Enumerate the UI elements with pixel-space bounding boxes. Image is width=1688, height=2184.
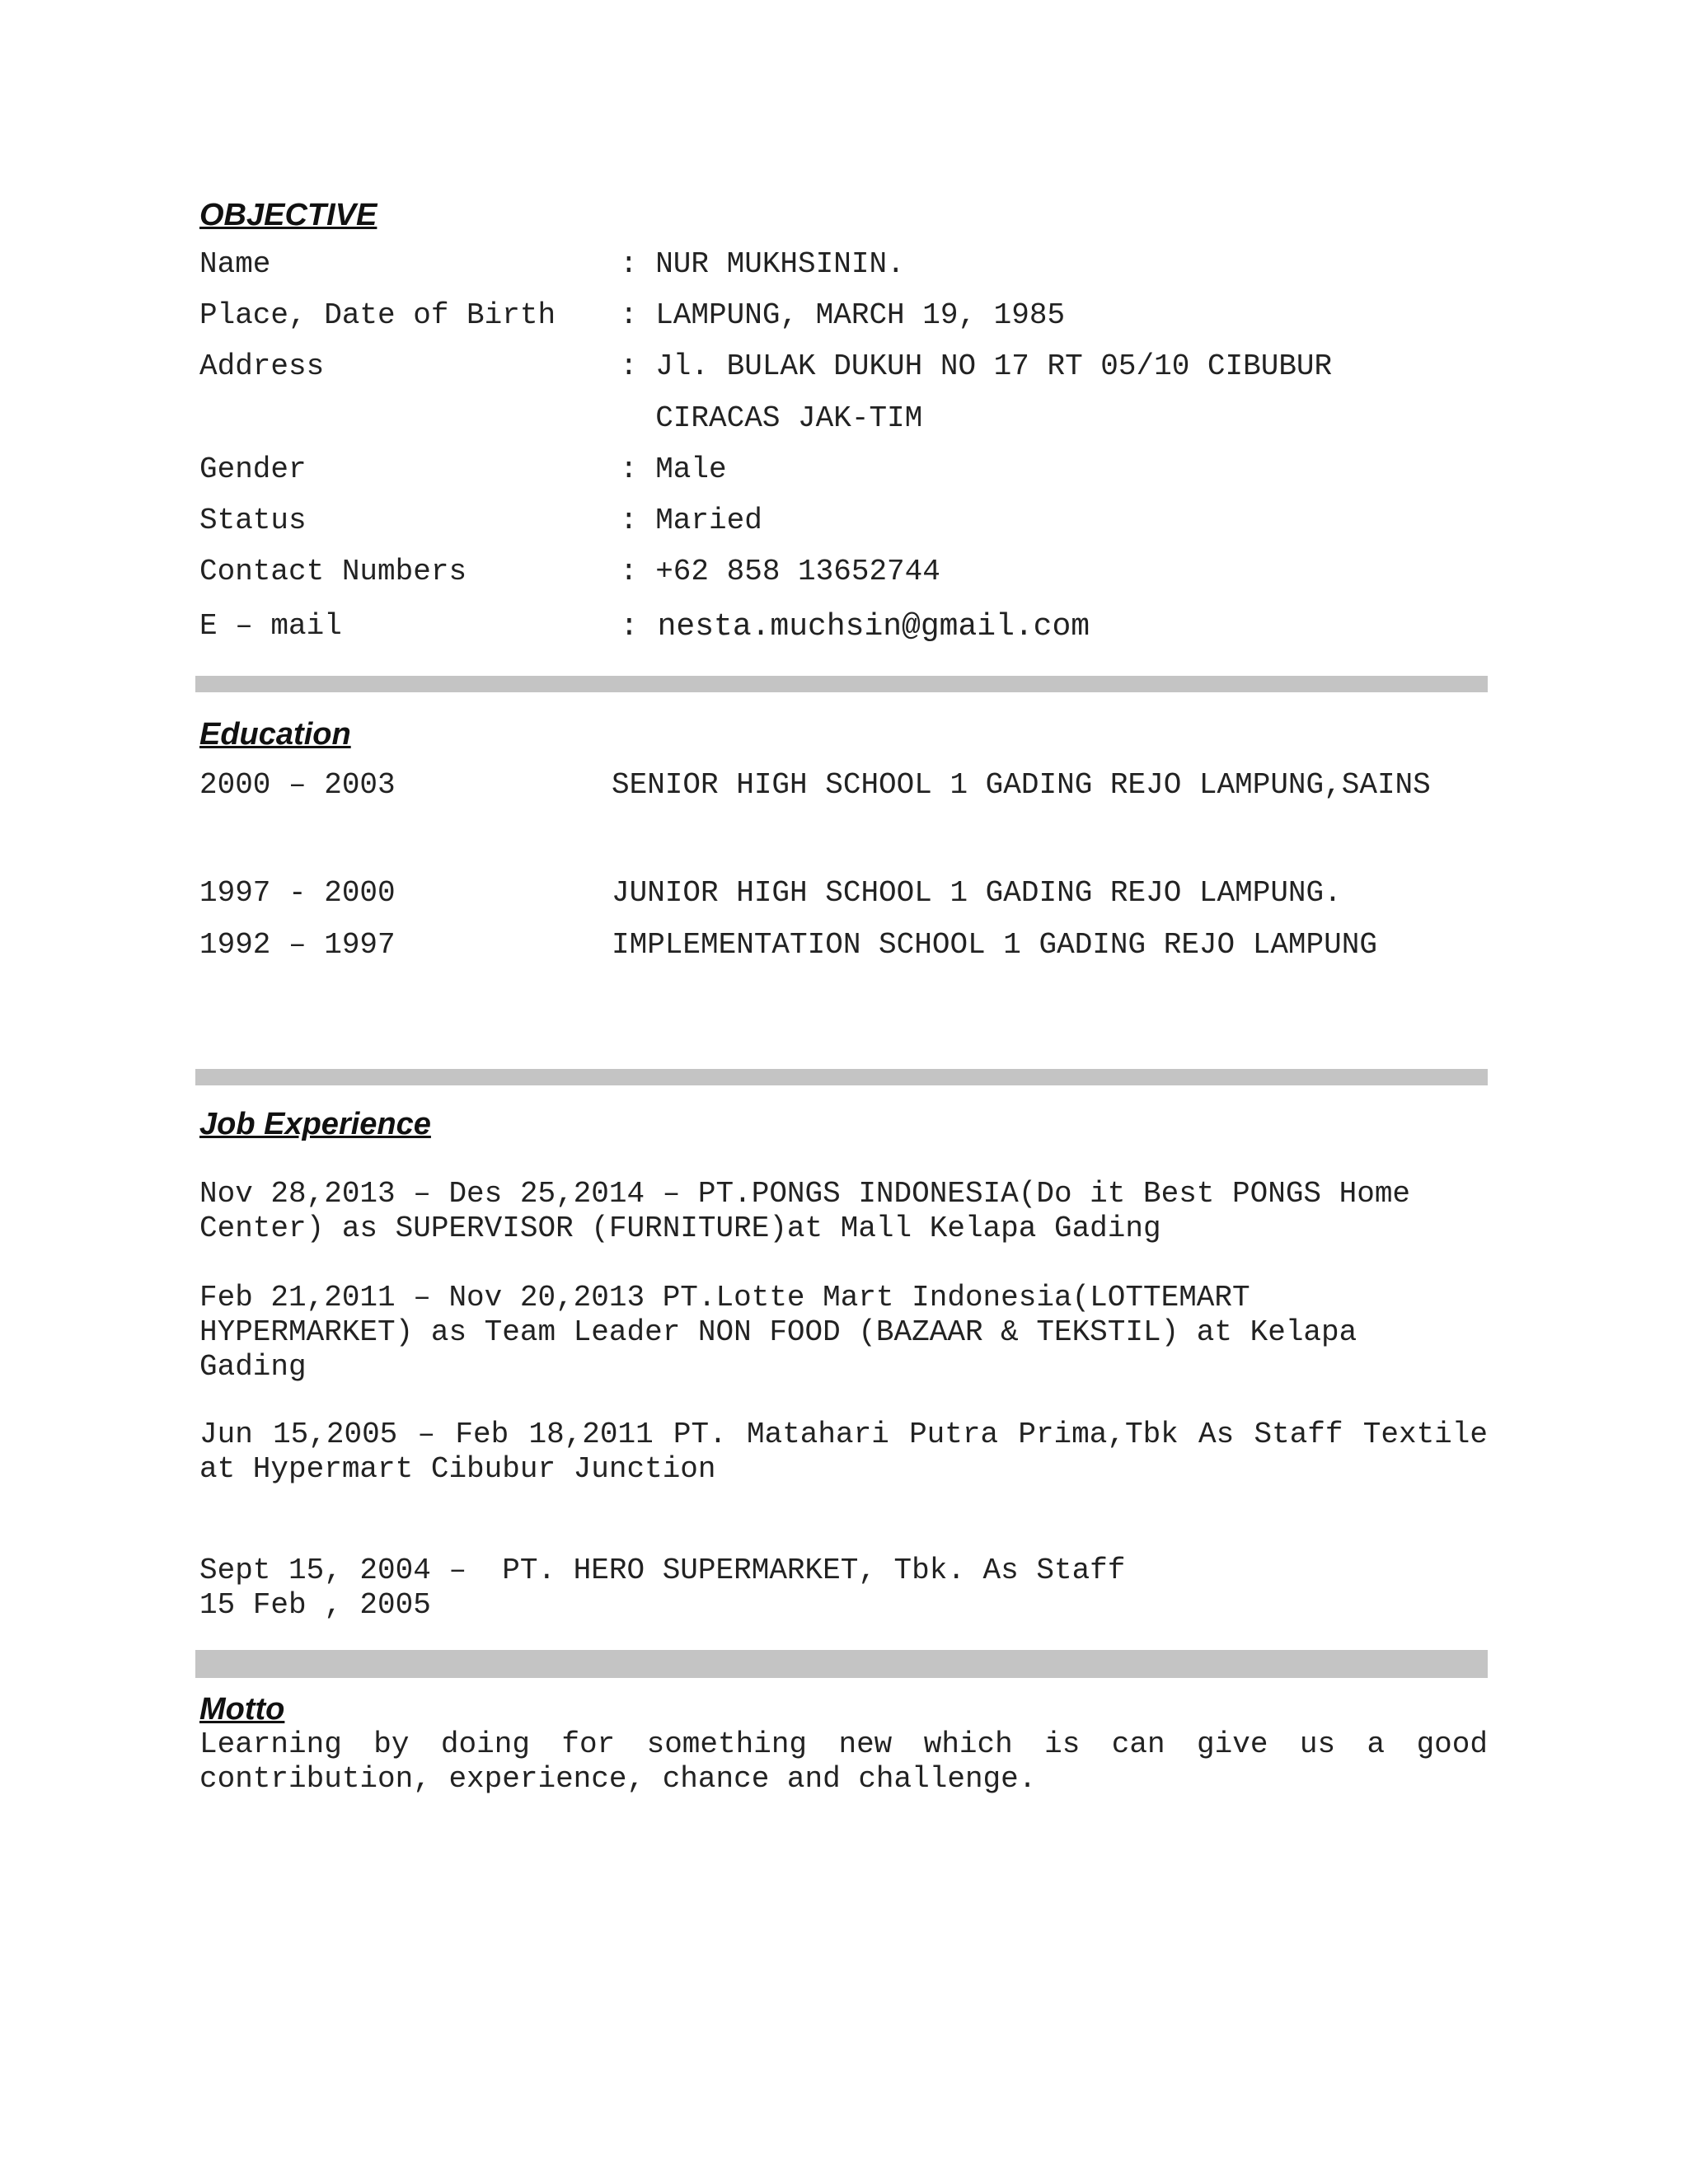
section-divider (195, 676, 1488, 692)
experience-item (199, 1554, 1488, 1623)
field-value: : LAMPUNG, MARCH 19, 1985 (620, 298, 1066, 332)
field-value: : Maried (620, 504, 762, 537)
field-label: Contact Numbers (199, 555, 467, 588)
education-school: IMPLEMENTATION SCHOOL 1 GADING REJO LAMPUNG (612, 928, 1377, 962)
experience-item: Jun 15,2005 – Feb 18,2011 PT. Matahari Putra Prima,Tbk As Staff Textile at Hypermart Cibubur Junction (199, 1418, 1488, 1486)
field-label: Address (199, 349, 325, 383)
motto-text: Learning by doing for something new which is can give us a good contribution, experience, chance and challenge. (199, 1727, 1488, 1796)
section-divider (195, 1069, 1488, 1085)
field-value: CIRACAS JAK-TIM (620, 401, 923, 435)
field-value: : nesta.muchsin@gmail.com (620, 609, 1090, 644)
field-value: : +62 858 13652744 (620, 555, 940, 588)
field-value: : Male (620, 452, 727, 486)
education-item (199, 768, 1431, 860)
education-school: JUNIOR HIGH SCHOOL 1 GADING REJO LAMPUNG. (612, 876, 1342, 910)
education-years: 1997 - 2000 (199, 876, 396, 910)
education-school: SENIOR HIGH SCHOOL 1 GADING REJO LAMPUNG,SAINS (612, 768, 1431, 802)
field-label: E – mail (199, 609, 342, 643)
education-years: 1992 – 1997 (199, 928, 396, 962)
experience-item-line: 15 Feb , 2005 (199, 1588, 431, 1622)
education-heading: Education (199, 717, 351, 752)
education-years: 2000 – 2003 (199, 768, 396, 802)
experience-item-line: Sept 15, 2004 – PT. HERO SUPERMARKET, Tbk. As Staff (199, 1554, 1126, 1587)
field-label: Place, Date of Birth (199, 298, 556, 332)
field-label: Gender (199, 452, 307, 486)
field-value: : Jl. BULAK DUKUH NO 17 RT 05/10 CIBUBUR (620, 349, 1333, 383)
experience-item: Nov 28,2013 – Des 25,2014 – PT.PONGS INDONESIA(Do it Best PONGS Home Center) as SUPERVISOR (FURNITURE)at Mall Kelapa Gading (199, 1177, 1411, 1245)
experience-item: Feb 21,2011 – Nov 20,2013 PT.Lotte Mart Indonesia(LOTTEMART HYPERMARKET) as Team Leader NON FOOD (BAZAAR & TEKSTIL) at Kelapa Gading (199, 1281, 1357, 1384)
field-value: : NUR MUKHSININ. (620, 247, 905, 281)
experience-heading: Job Experience (199, 1107, 431, 1141)
motto-heading: Motto (199, 1692, 285, 1727)
section-divider (195, 1650, 1488, 1678)
objective-heading: OBJECTIVE (199, 198, 377, 232)
field-label: Name (199, 247, 271, 281)
field-label: Status (199, 504, 307, 537)
education-item (199, 928, 1377, 1019)
